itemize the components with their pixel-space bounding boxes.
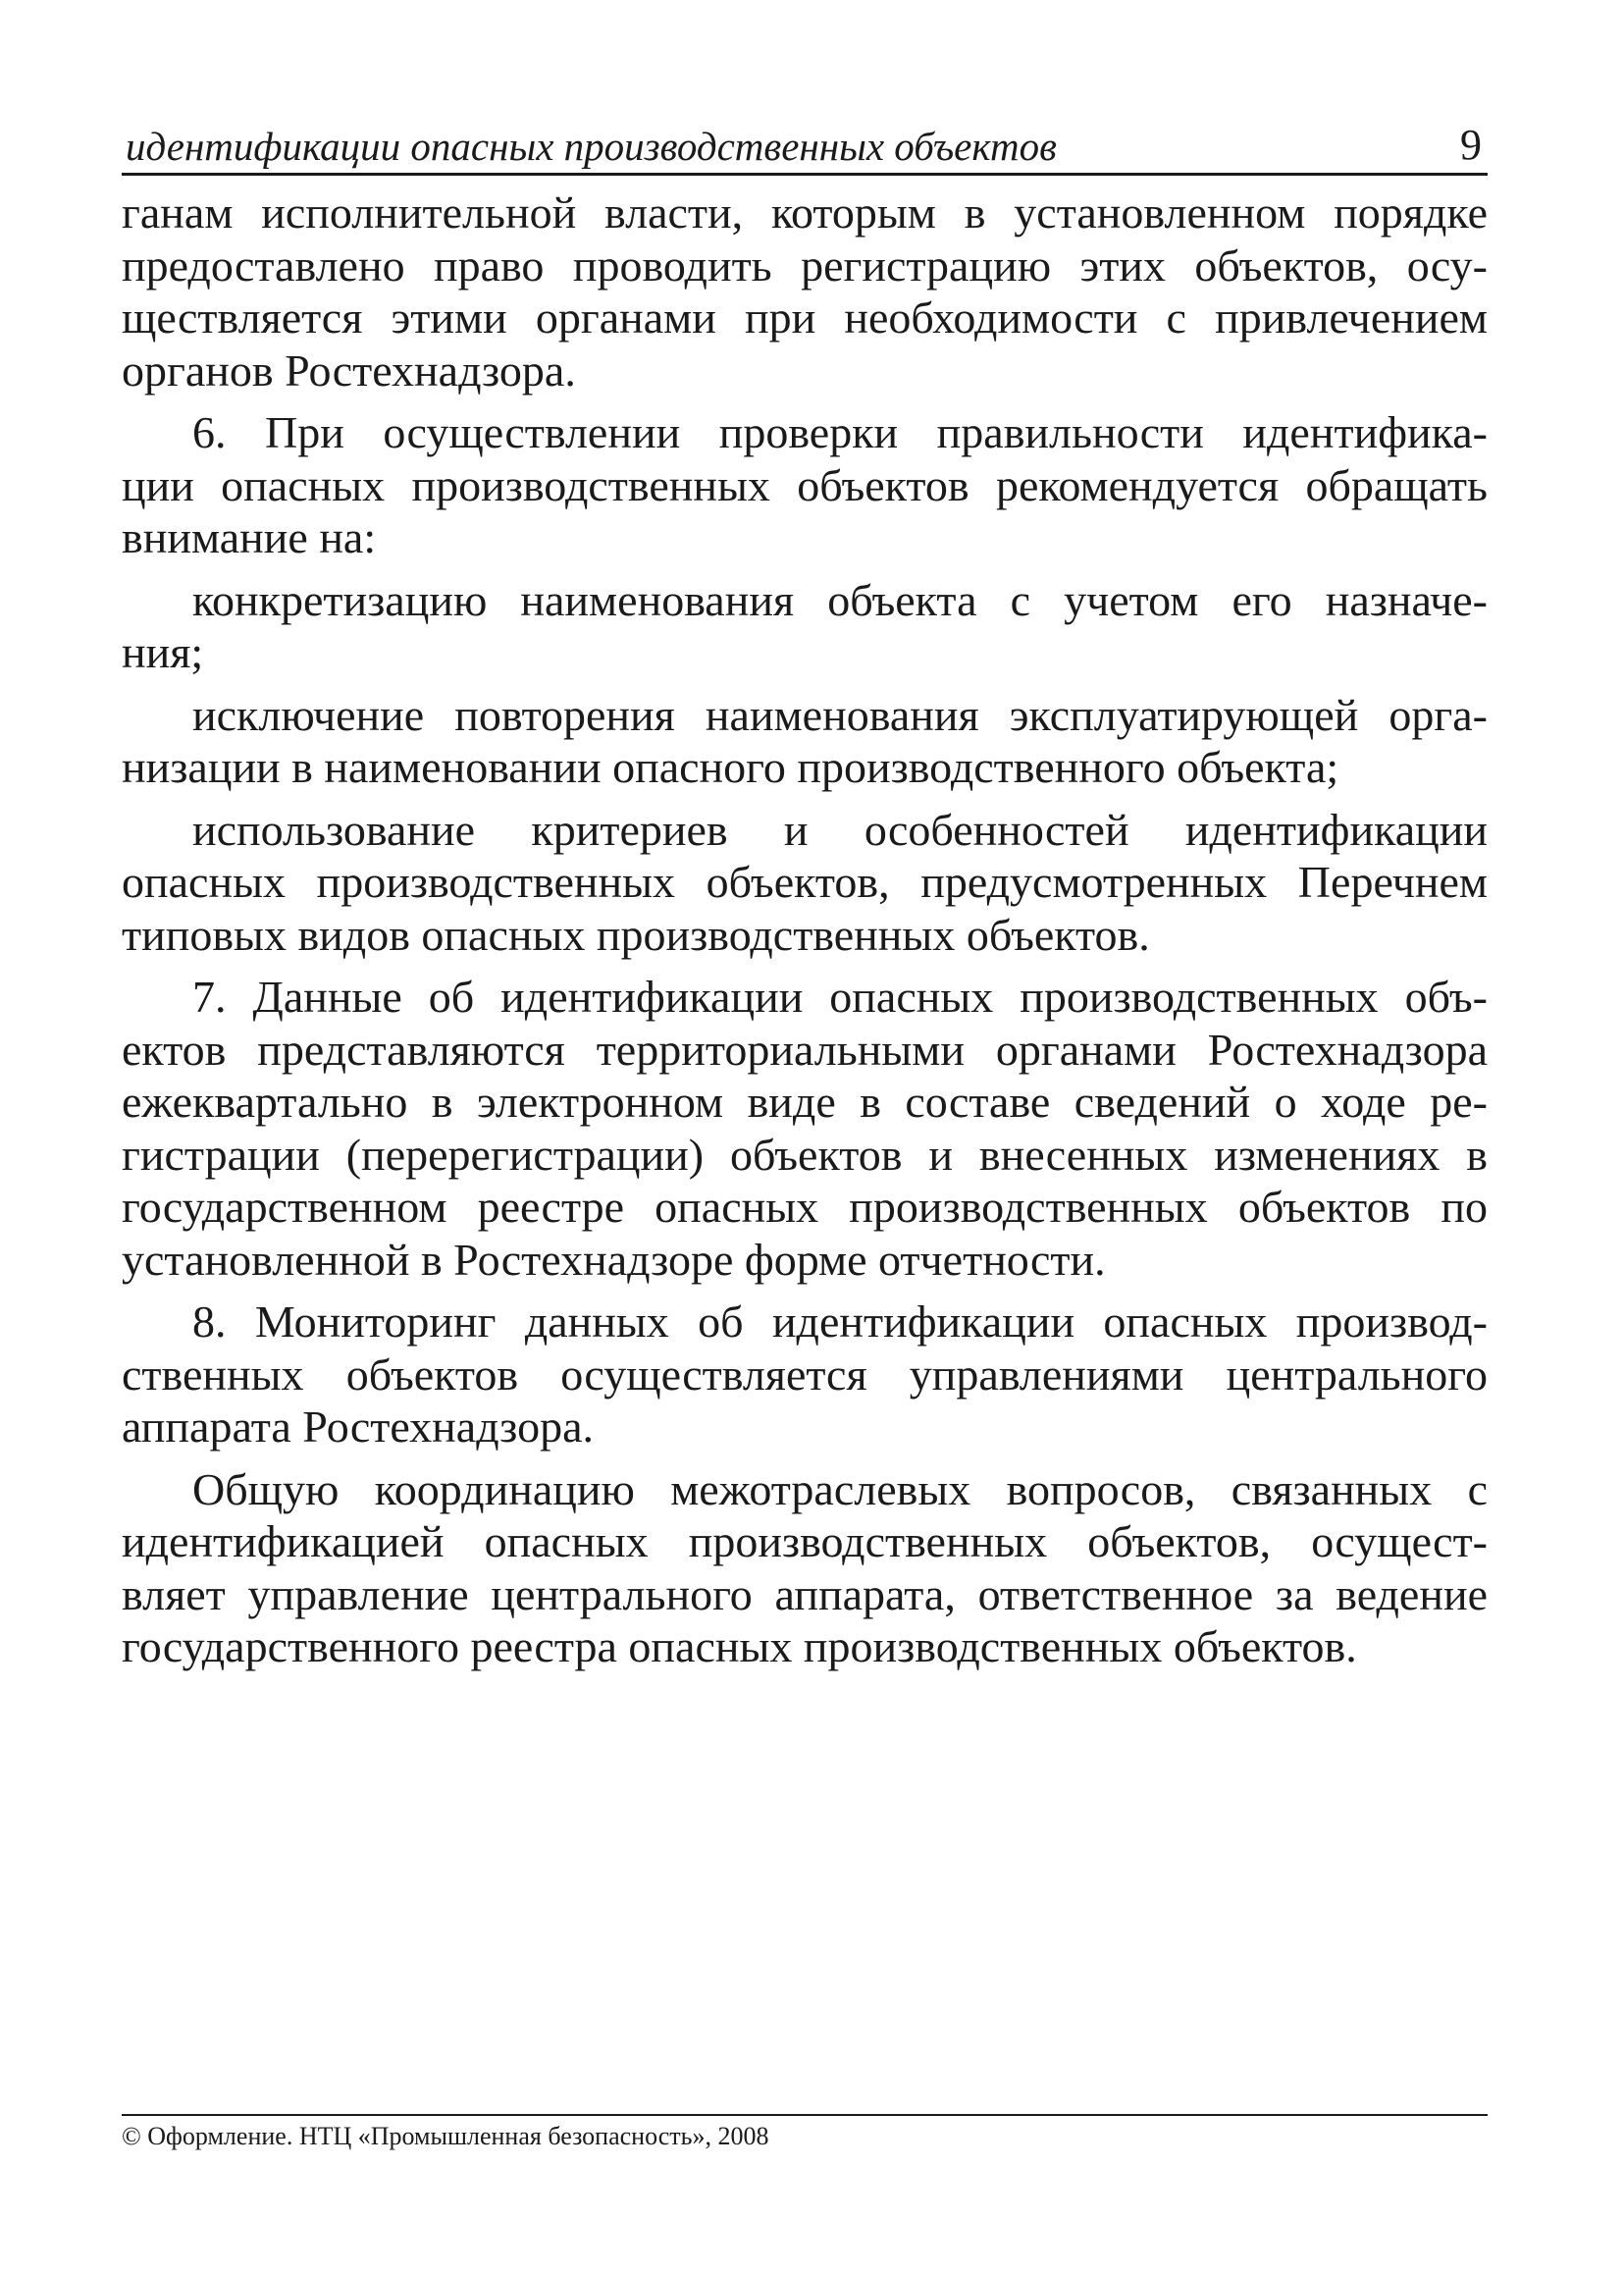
text-line: ежеквартально в электронном виде в составе сведений о ходе ре- [122, 1077, 1488, 1127]
text-line: типовых видов опасных производственных объектов. [122, 909, 1150, 960]
text-line: ектов представляются территориальными органами Ростехнадзора [122, 1024, 1488, 1075]
footer-copyright: © Оформление. НТЦ «Промышленная безопасность», 2008 [122, 2122, 769, 2150]
page-number: 9 [1460, 121, 1482, 169]
text-line: Общую координацию межотраслевых вопросов, связанных с [192, 1463, 1488, 1514]
footer-divider [122, 2114, 1488, 2116]
text-line: государственного реестра опасных производственных объектов. [122, 1621, 1357, 1671]
text-line: гистрации (перерегистрации) объектов и внесенных изменениях в [122, 1129, 1488, 1180]
text-line: ции опасных производственных объектов рекомендуется обращать [122, 459, 1488, 510]
text-line: низации в наименовании опасного производственного объекта; [122, 742, 1339, 792]
text-line: органов Ростехнадзора. [122, 344, 576, 396]
paragraph-coordination [122, 1463, 1488, 1673]
text-line: установленной в Ростехнадзоре форме отчетности. [122, 1234, 1106, 1285]
text-line: внимание на: [122, 512, 377, 562]
text-line: опасных производственных объектов, предусмотренных Перечнем [122, 857, 1488, 907]
text-line: ния; [122, 627, 204, 677]
text-line: 7. Данные об идентификации опасных производственных объ- [192, 972, 1488, 1022]
text-line: предоставлено право проводить регистрацию этих объектов, осу- [122, 239, 1488, 291]
text-line: идентификацией опасных производственных объектов, осущест- [122, 1516, 1488, 1566]
running-header [122, 116, 1488, 176]
text-line: аппарата Ростехнадзора. [122, 1401, 595, 1452]
paragraph-item-7 [122, 971, 1488, 1286]
text-line: ственных объектов осуществляется управлениями центрального [122, 1348, 1488, 1400]
text-line: вляет управление центрального аппарата, ответственное за ведение [122, 1568, 1488, 1619]
list-item-naming [122, 574, 1488, 679]
text-line: конкретизацию наименования объекта с учетом его назначе- [192, 574, 1488, 625]
text-line: государственном реестре опасных производственных объектов по [122, 1182, 1488, 1232]
text-line: 6. При осуществлении проверки правильности идентифика- [192, 407, 1488, 457]
list-item-exclusion [122, 689, 1488, 794]
text-line: 8. Мониторинг данных об идентификации опасных производ- [192, 1296, 1488, 1347]
text-line: ществляется этими органами при необходимости с привлечением [122, 292, 1488, 343]
paragraph-item-8 [122, 1295, 1488, 1453]
list-item-criteria [122, 804, 1488, 962]
paragraph-item-6 [122, 406, 1488, 564]
body-text [122, 186, 1488, 1683]
text-line: использование критериев и особенностей идентификации [192, 804, 1488, 855]
running-title: идентификации опасных производственных объектов [126, 124, 1057, 169]
paragraph-continuation [122, 186, 1488, 396]
text-line: исключение повторения наименования эксплуатирующей орга- [192, 689, 1488, 740]
text-line: ганам исполнительной власти, которым в установленном порядке [122, 187, 1488, 238]
